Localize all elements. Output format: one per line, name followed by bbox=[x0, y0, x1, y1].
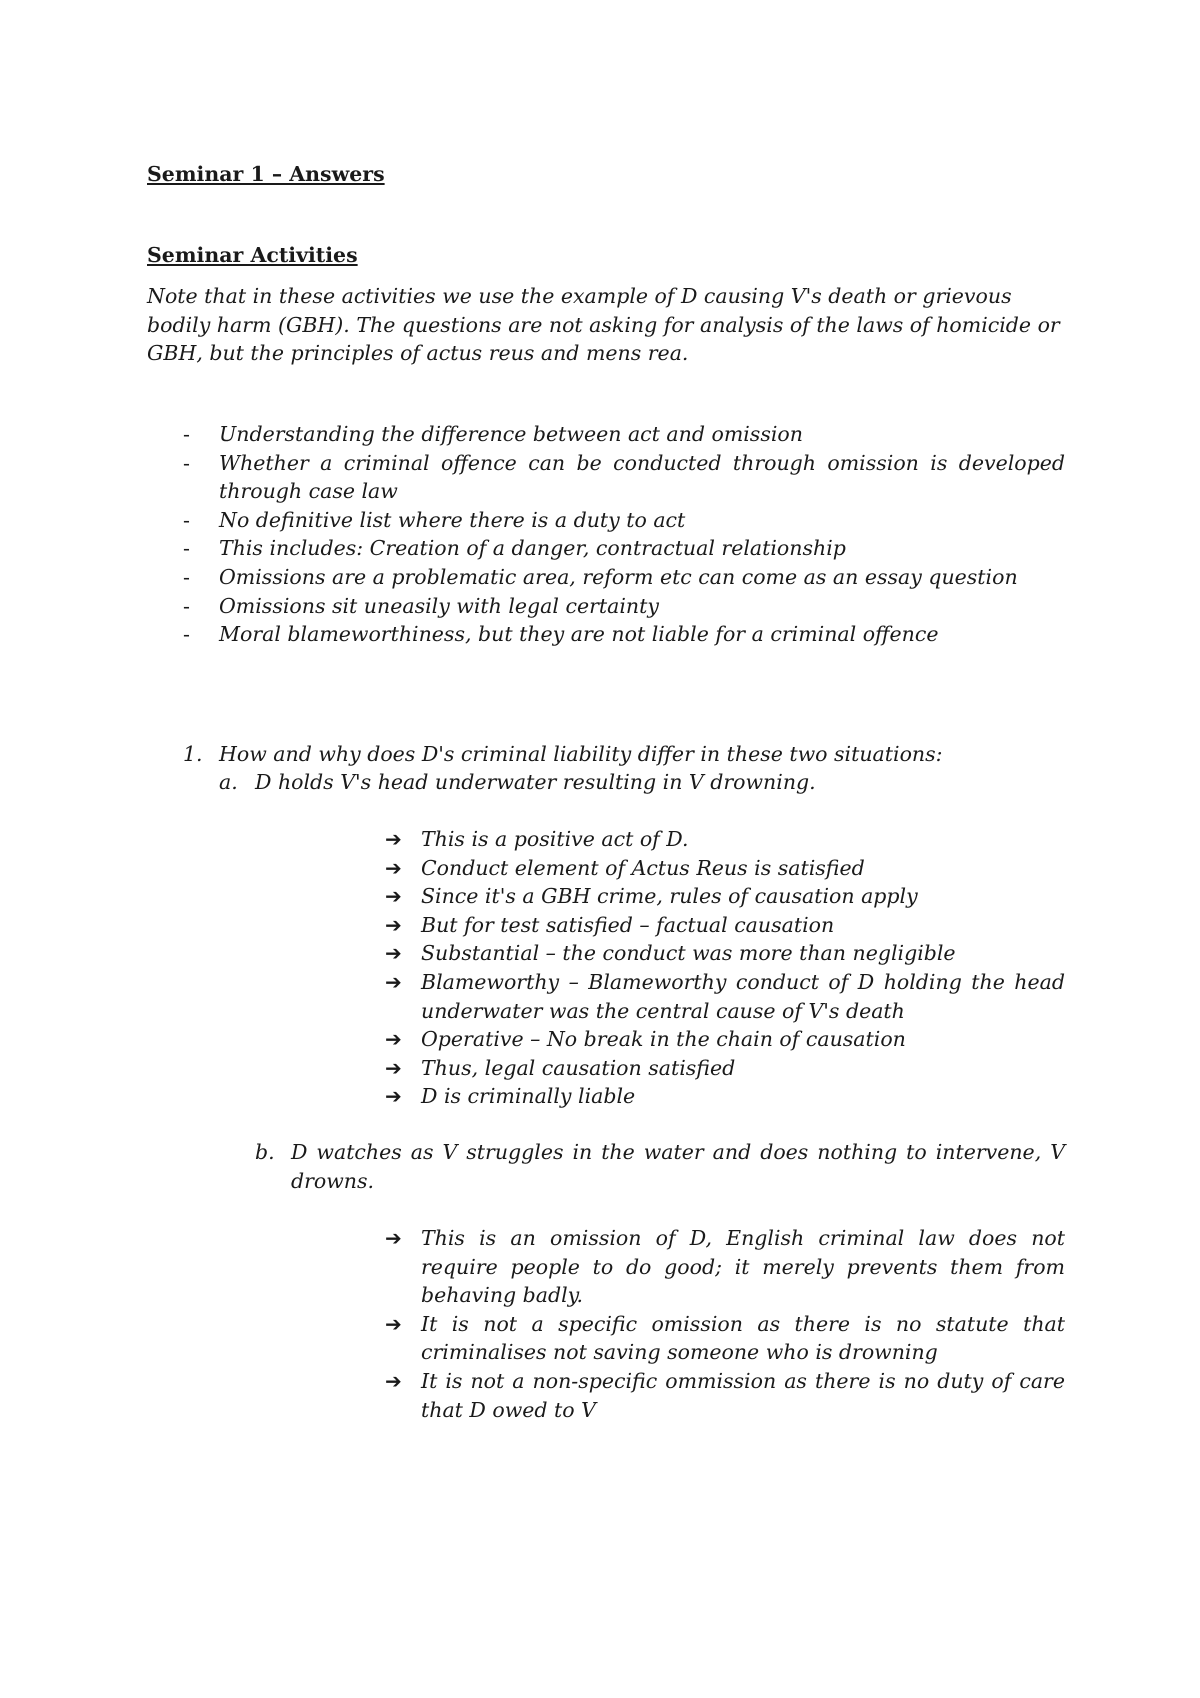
list-item-text: But for test satisfied – factual causation bbox=[421, 912, 835, 937]
arrow-icon: ➔ bbox=[385, 1055, 402, 1080]
intro-note: Note that in these activities we use the example of D causing V's death or grievous bodily harm (GBH). The questions are not asking for analysis of the laws of homicide or GBH, but the principles of actus reus and mens rea. bbox=[147, 284, 1060, 366]
list-item bbox=[385, 1082, 1065, 1111]
sub-question-a bbox=[219, 768, 1065, 797]
list-item-text: Conduct element of Actus Reus is satisfied bbox=[421, 855, 865, 880]
list-item-text: D is criminally liable bbox=[421, 1084, 636, 1109]
list-item bbox=[385, 939, 1065, 968]
summary-list bbox=[147, 420, 1065, 649]
dash-bullet: - bbox=[183, 536, 190, 561]
dash-bullet: - bbox=[183, 593, 190, 618]
arrow-icon: ➔ bbox=[385, 855, 402, 880]
list-item-text: Since it's a GBH crime, rules of causation apply bbox=[421, 884, 918, 909]
list-item-text: Understanding the difference between act and omission bbox=[219, 422, 803, 446]
sub-question-text: D holds V's head underwater resulting in V drowning. bbox=[255, 770, 816, 794]
sub-question-label: b. bbox=[255, 1140, 275, 1164]
list-item-text: Substantial – the conduct was more than negligible bbox=[421, 941, 956, 966]
list-item-text: Omissions are a problematic area, reform etc can come as an essay question bbox=[219, 564, 1018, 589]
list-item-text: No definitive list where there is a duty to act bbox=[219, 507, 686, 532]
list-item bbox=[385, 825, 1065, 854]
dash-bullet: - bbox=[183, 422, 190, 446]
sub-question-text: D watches as V struggles in the water and does nothing to intervene, V drowns. bbox=[291, 1140, 1065, 1193]
list-item-text: This includes: Creation of a danger, contractual relationship bbox=[219, 536, 846, 561]
arrow-icon: ➔ bbox=[385, 1311, 402, 1336]
section-heading: Seminar Activities bbox=[147, 243, 358, 267]
list-item bbox=[385, 1367, 1065, 1424]
list-item bbox=[385, 1025, 1065, 1054]
arrow-icon: ➔ bbox=[385, 1226, 402, 1250]
sub-question-b bbox=[255, 1138, 1065, 1195]
arrow-icon: ➔ bbox=[385, 941, 402, 966]
question-number: 1. bbox=[183, 742, 203, 766]
arrow-icon: ➔ bbox=[385, 827, 402, 851]
list-item bbox=[147, 449, 1065, 506]
arrow-icon: ➔ bbox=[385, 969, 402, 994]
list-item bbox=[147, 592, 1065, 621]
list-item-text: This is an omission of D, English criminal law does not require people to do good; it merely prevents them from behaving badly. bbox=[421, 1226, 1065, 1308]
arrow-icon: ➔ bbox=[385, 1084, 402, 1109]
dash-bullet: - bbox=[183, 507, 190, 532]
question-1 bbox=[183, 740, 1065, 769]
list-item bbox=[385, 1224, 1065, 1310]
dash-bullet: - bbox=[183, 622, 190, 647]
answer-list-b bbox=[385, 1224, 1065, 1424]
list-item-text: Omissions sit uneasily with legal certainty bbox=[219, 593, 659, 618]
list-item-text: Whether a criminal offence can be conducted through omission is developed through case law bbox=[219, 450, 1065, 504]
sub-question-label: a. bbox=[219, 770, 238, 794]
list-item bbox=[385, 1054, 1065, 1083]
arrow-icon: ➔ bbox=[385, 884, 402, 909]
list-item bbox=[385, 854, 1065, 883]
list-item-text: It is not a specific omission as there is no statute that criminalises not saving someone who is drowning bbox=[421, 1311, 1065, 1365]
list-item bbox=[147, 506, 1065, 535]
list-item-text: Thus, legal causation satisfied bbox=[421, 1055, 736, 1080]
page-title: Seminar 1 – Answers bbox=[147, 162, 385, 186]
question-text: How and why does D's criminal liability differ in these two situations: bbox=[219, 742, 943, 766]
answer-list-a bbox=[385, 825, 1065, 1111]
arrow-icon: ➔ bbox=[385, 1027, 402, 1052]
list-item-text: Moral blameworthiness, but they are not liable for a criminal offence bbox=[219, 622, 939, 647]
list-item bbox=[147, 620, 1065, 649]
list-item-text: This is a positive act of D. bbox=[421, 827, 689, 851]
list-item bbox=[385, 882, 1065, 911]
list-item bbox=[385, 968, 1065, 1025]
dash-bullet: - bbox=[183, 564, 190, 589]
list-item bbox=[385, 1310, 1065, 1367]
list-item-text: Operative – No break in the chain of causation bbox=[421, 1027, 906, 1052]
list-item bbox=[147, 420, 1065, 449]
list-item bbox=[385, 911, 1065, 940]
arrow-icon: ➔ bbox=[385, 912, 402, 937]
list-item-text: Blameworthy – Blameworthy conduct of D holding the head underwater was the central cause of V's death bbox=[421, 969, 1065, 1023]
arrow-icon: ➔ bbox=[385, 1368, 402, 1393]
list-item bbox=[147, 563, 1065, 592]
list-item bbox=[147, 534, 1065, 563]
dash-bullet: - bbox=[183, 450, 190, 475]
list-item-text: It is not a non-specific ommission as there is no duty of care that D owed to V bbox=[421, 1368, 1065, 1422]
